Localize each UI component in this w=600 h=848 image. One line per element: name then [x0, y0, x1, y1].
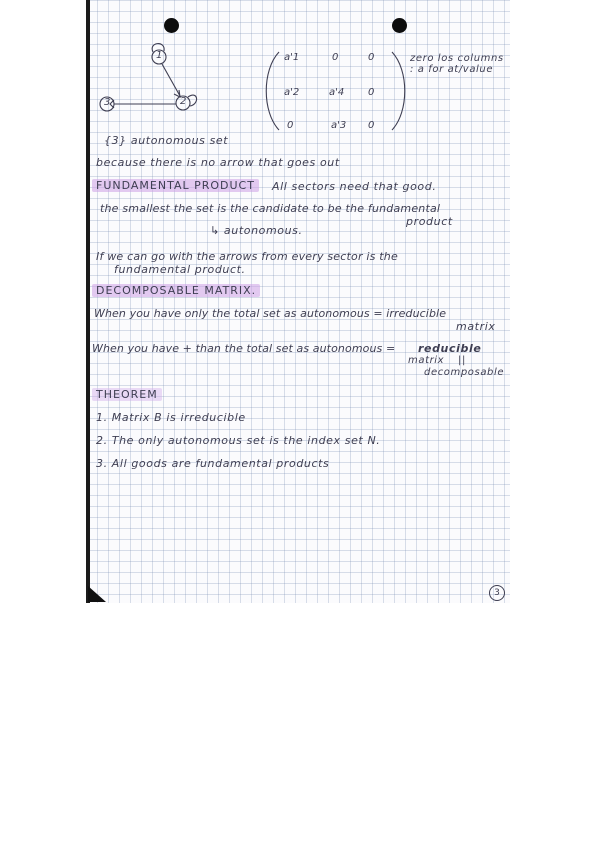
note-if-line2: fundamental product.	[114, 263, 246, 276]
heading-theorem: THEOREM	[92, 388, 162, 401]
theorem-item: 2. The only autonomous set is the index set N.	[96, 434, 381, 447]
matrix-note-line2: : a for at/value	[410, 64, 494, 75]
note-decomposable: decomposable	[424, 367, 505, 378]
matrix-note-line1: zero los columns	[410, 53, 504, 64]
matrix-cell: a'3	[331, 120, 347, 131]
matrix-cell: a'2	[284, 87, 300, 98]
heading-fundamental-product: FUNDAMENTAL PRODUCT	[92, 179, 259, 192]
note-reducible-matrix: matrix	[408, 355, 445, 366]
note-reducible: reducible	[418, 342, 482, 355]
note-if-line1: If we can go with the arrows from every sector is the	[96, 250, 398, 263]
matrix-left-bracket	[266, 52, 279, 130]
note-autonomous-arrow: ↳ autonomous.	[210, 224, 303, 237]
graph-node-2-label: 2	[180, 96, 187, 107]
graph-edge-1-2	[162, 64, 180, 96]
note-autonomous-set: {3} autonomous set	[104, 134, 229, 147]
theorem-item: 1. Matrix B is irreducible	[96, 411, 246, 424]
note-smallest-cont: product	[406, 215, 453, 228]
theorem-item: 3. All goods are fundamental products	[96, 457, 330, 470]
matrix-cell: 0	[332, 52, 339, 63]
matrix-right-bracket	[392, 52, 405, 130]
page-corner-mark	[88, 586, 106, 602]
graph-arrowhead-to-3	[110, 100, 114, 108]
matrix-cell: 0	[368, 87, 375, 98]
note-when-more: When you have + than the total set as autonomous =	[92, 342, 396, 355]
matrix-cell: 0	[368, 120, 375, 131]
note-when-only-cont: matrix	[456, 320, 496, 333]
matrix-cell: a'4	[329, 87, 345, 98]
graph-node-3-label: 3	[104, 97, 111, 108]
note-when-only: When you have only the total set as autonomous = irreducible	[94, 307, 447, 320]
matrix-cell: 0	[287, 120, 294, 131]
matrix-cell: a'1	[284, 52, 300, 63]
note-smallest: the smallest the set is the candidate to be the fundamental	[100, 202, 441, 215]
note-fundamental-text: All sectors need that good.	[272, 180, 437, 193]
note-because: because there is no arrow that goes out	[96, 156, 340, 169]
matrix-cell: 0	[368, 52, 375, 63]
graph-node-1-label: 1	[156, 50, 163, 61]
note-reducible-equals: ||	[458, 355, 466, 366]
heading-decomposable-matrix: DECOMPOSABLE MATRIX.	[92, 284, 260, 297]
page-number: 3	[489, 585, 505, 601]
